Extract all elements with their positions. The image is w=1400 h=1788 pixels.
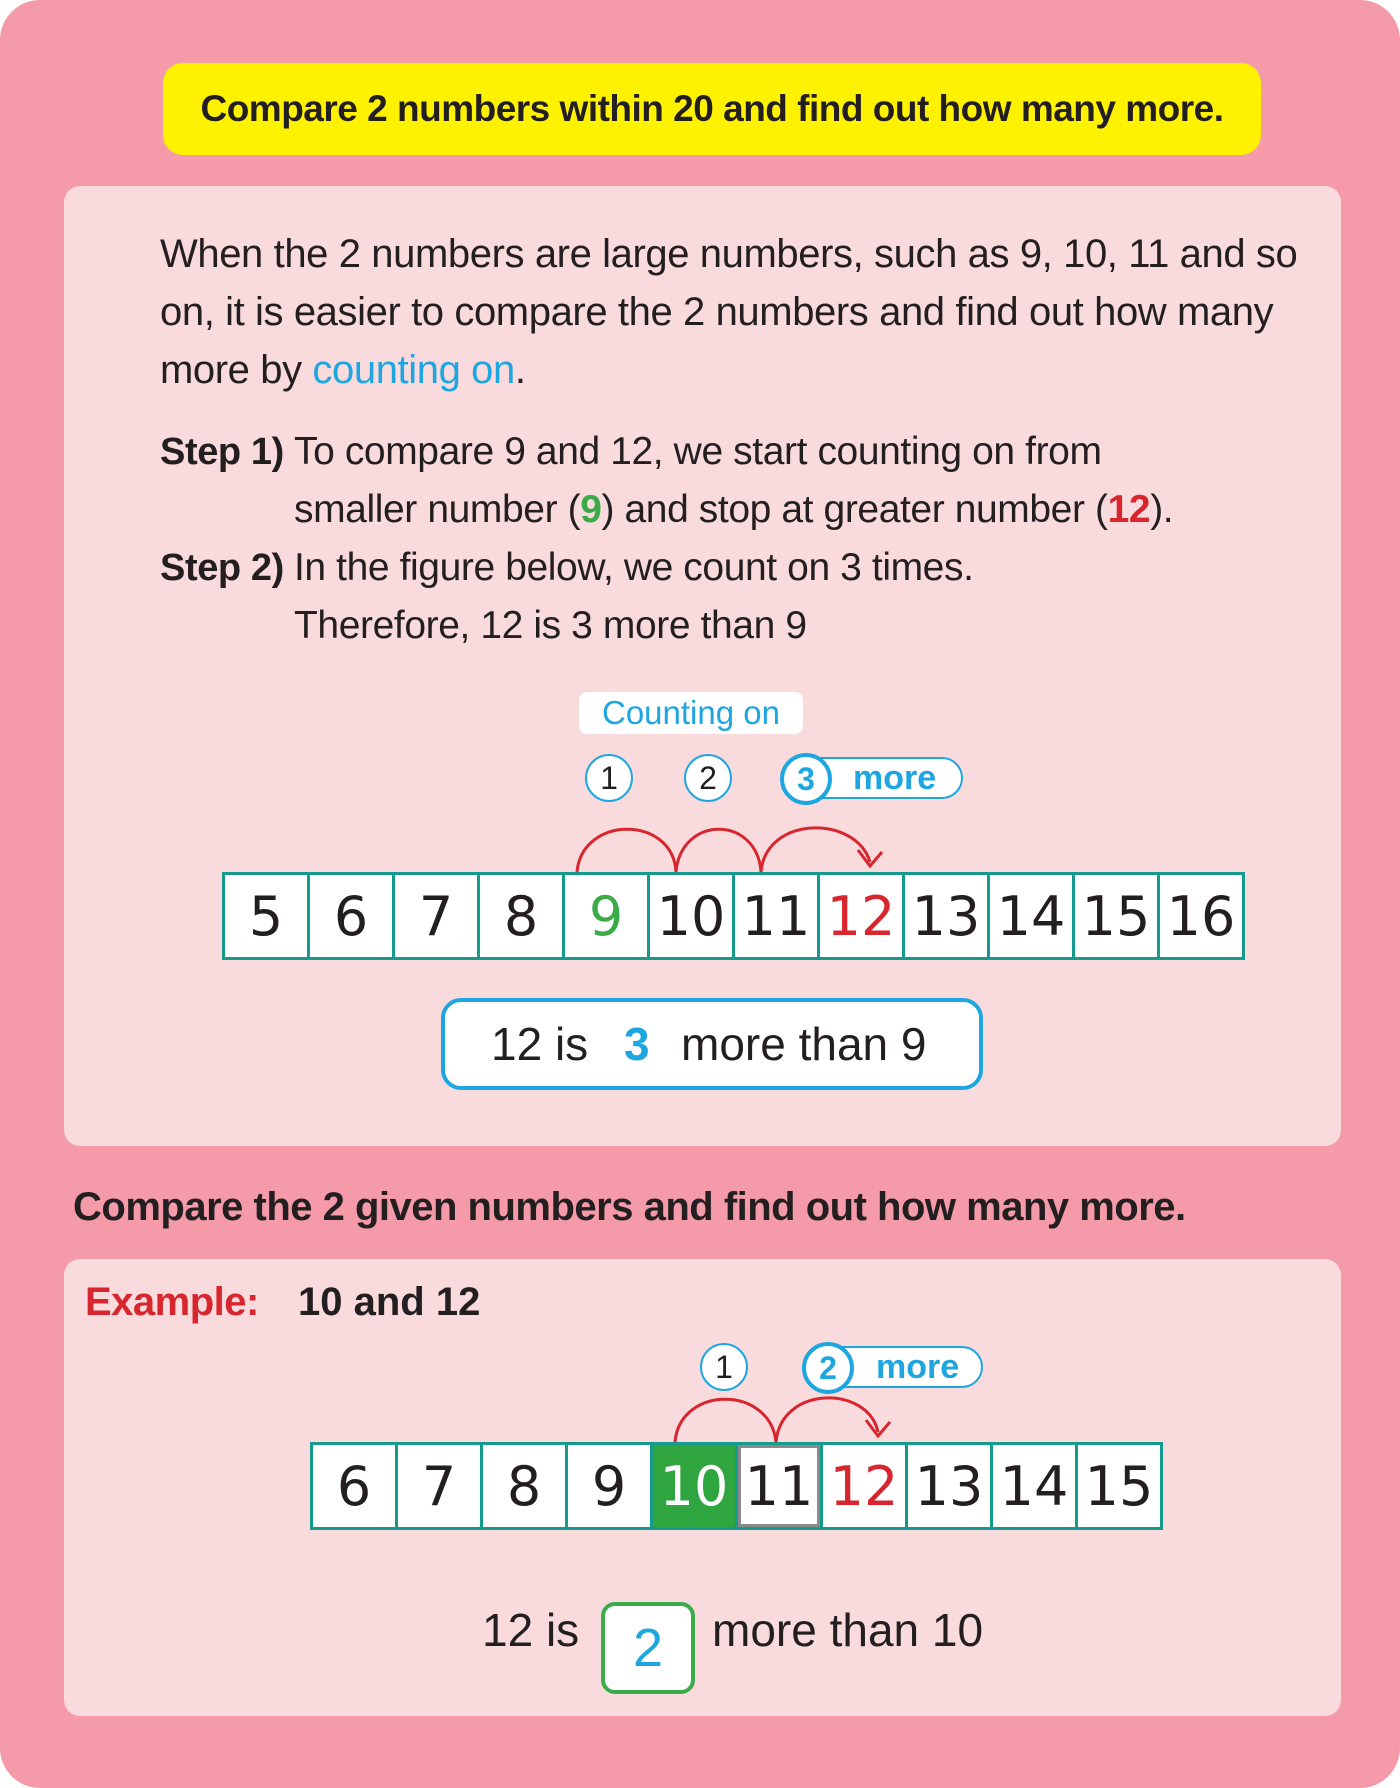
number-cell: 15 <box>1078 1445 1160 1527</box>
count-3-circle: 3 <box>780 753 832 805</box>
intro-end: . <box>514 348 526 392</box>
arrow-9-to-10 <box>577 829 676 872</box>
number-cell: 8 <box>483 1445 565 1527</box>
page-title: Compare 2 numbers within 20 and find out how many more. <box>163 63 1261 155</box>
number-cell: 15 <box>1075 875 1157 957</box>
step-2-line2: Therefore, 12 is 3 more than 9 <box>294 604 807 647</box>
number-cell: 10 <box>650 875 732 957</box>
step-1-text-a: smaller number ( <box>294 488 581 531</box>
result-value: 3 <box>624 1018 650 1070</box>
intro-highlight: counting on <box>312 348 515 392</box>
exercise-title: Compare the 2 given numbers and find out how many more. <box>73 1185 1186 1229</box>
example-more-badge <box>803 1346 983 1388</box>
result-box <box>441 998 983 1090</box>
answer-text-b: more than 10 <box>712 1604 984 1656</box>
number-cell-end: 12 <box>820 875 902 957</box>
counting-on-label: Counting on <box>579 692 803 734</box>
number-cell: 13 <box>905 875 987 957</box>
answer-box[interactable]: 2 <box>601 1602 695 1694</box>
step-2-line1: In the figure below, we count on 3 times. <box>294 546 974 589</box>
example-count-2-circle: 2 <box>802 1342 854 1394</box>
arrow-10-to-11-ex <box>675 1399 776 1442</box>
number-cell: 7 <box>395 875 477 957</box>
number-cell: 14 <box>990 875 1072 957</box>
smaller-number: 9 <box>580 488 602 531</box>
arrow-10-to-11 <box>676 829 761 872</box>
number-cell: 8 <box>480 875 562 957</box>
step-1-line1: To compare 9 and 12, we start counting on from <box>294 430 1102 473</box>
number-cell: 11 <box>735 875 817 957</box>
number-cell: 6 <box>310 875 392 957</box>
step-1-text-c: ). <box>1150 488 1174 531</box>
number-cell-end: 12 <box>823 1445 905 1527</box>
number-cell: 11 <box>738 1445 820 1527</box>
example-text: 10 and 12 <box>298 1280 481 1324</box>
example-label: Example: <box>85 1280 259 1324</box>
number-cell-start: 9 <box>565 875 647 957</box>
number-cell: 7 <box>398 1445 480 1527</box>
number-cell: 5 <box>225 875 307 957</box>
number-cell: 13 <box>908 1445 990 1527</box>
arrow-11-to-12 <box>761 828 870 872</box>
count-2-circle: 2 <box>684 754 732 802</box>
greater-number: 12 <box>1107 488 1151 531</box>
arrow-11-to-12-ex <box>776 1398 878 1442</box>
number-line-1 <box>222 872 1245 960</box>
result-text-a: 12 is <box>491 1018 589 1070</box>
count-1-circle: 1 <box>585 754 633 802</box>
more-label: more <box>853 758 937 797</box>
example-count-1-circle: 1 <box>700 1343 748 1391</box>
number-line-2 <box>310 1442 1163 1530</box>
number-cell: 14 <box>993 1445 1075 1527</box>
result-text-b: more than 9 <box>681 1018 927 1070</box>
step-2-label: Step 2) <box>160 547 284 589</box>
example-more-label: more <box>876 1347 960 1386</box>
number-cell: 16 <box>1160 875 1242 957</box>
number-cell: 6 <box>313 1445 395 1527</box>
number-cell: 9 <box>568 1445 650 1527</box>
number-cell-start: 10 <box>653 1445 735 1527</box>
step-1-label: Step 1) <box>160 431 284 473</box>
answer-text-a: 12 is <box>482 1604 580 1656</box>
step-1-text-b: ) and stop at greater number ( <box>601 488 1108 531</box>
intro-text: When the 2 numbers are large numbers, such as 9, 10, 11 and so on, it is easier to compare the 2 numbers and find out how many more by <box>160 232 1298 392</box>
